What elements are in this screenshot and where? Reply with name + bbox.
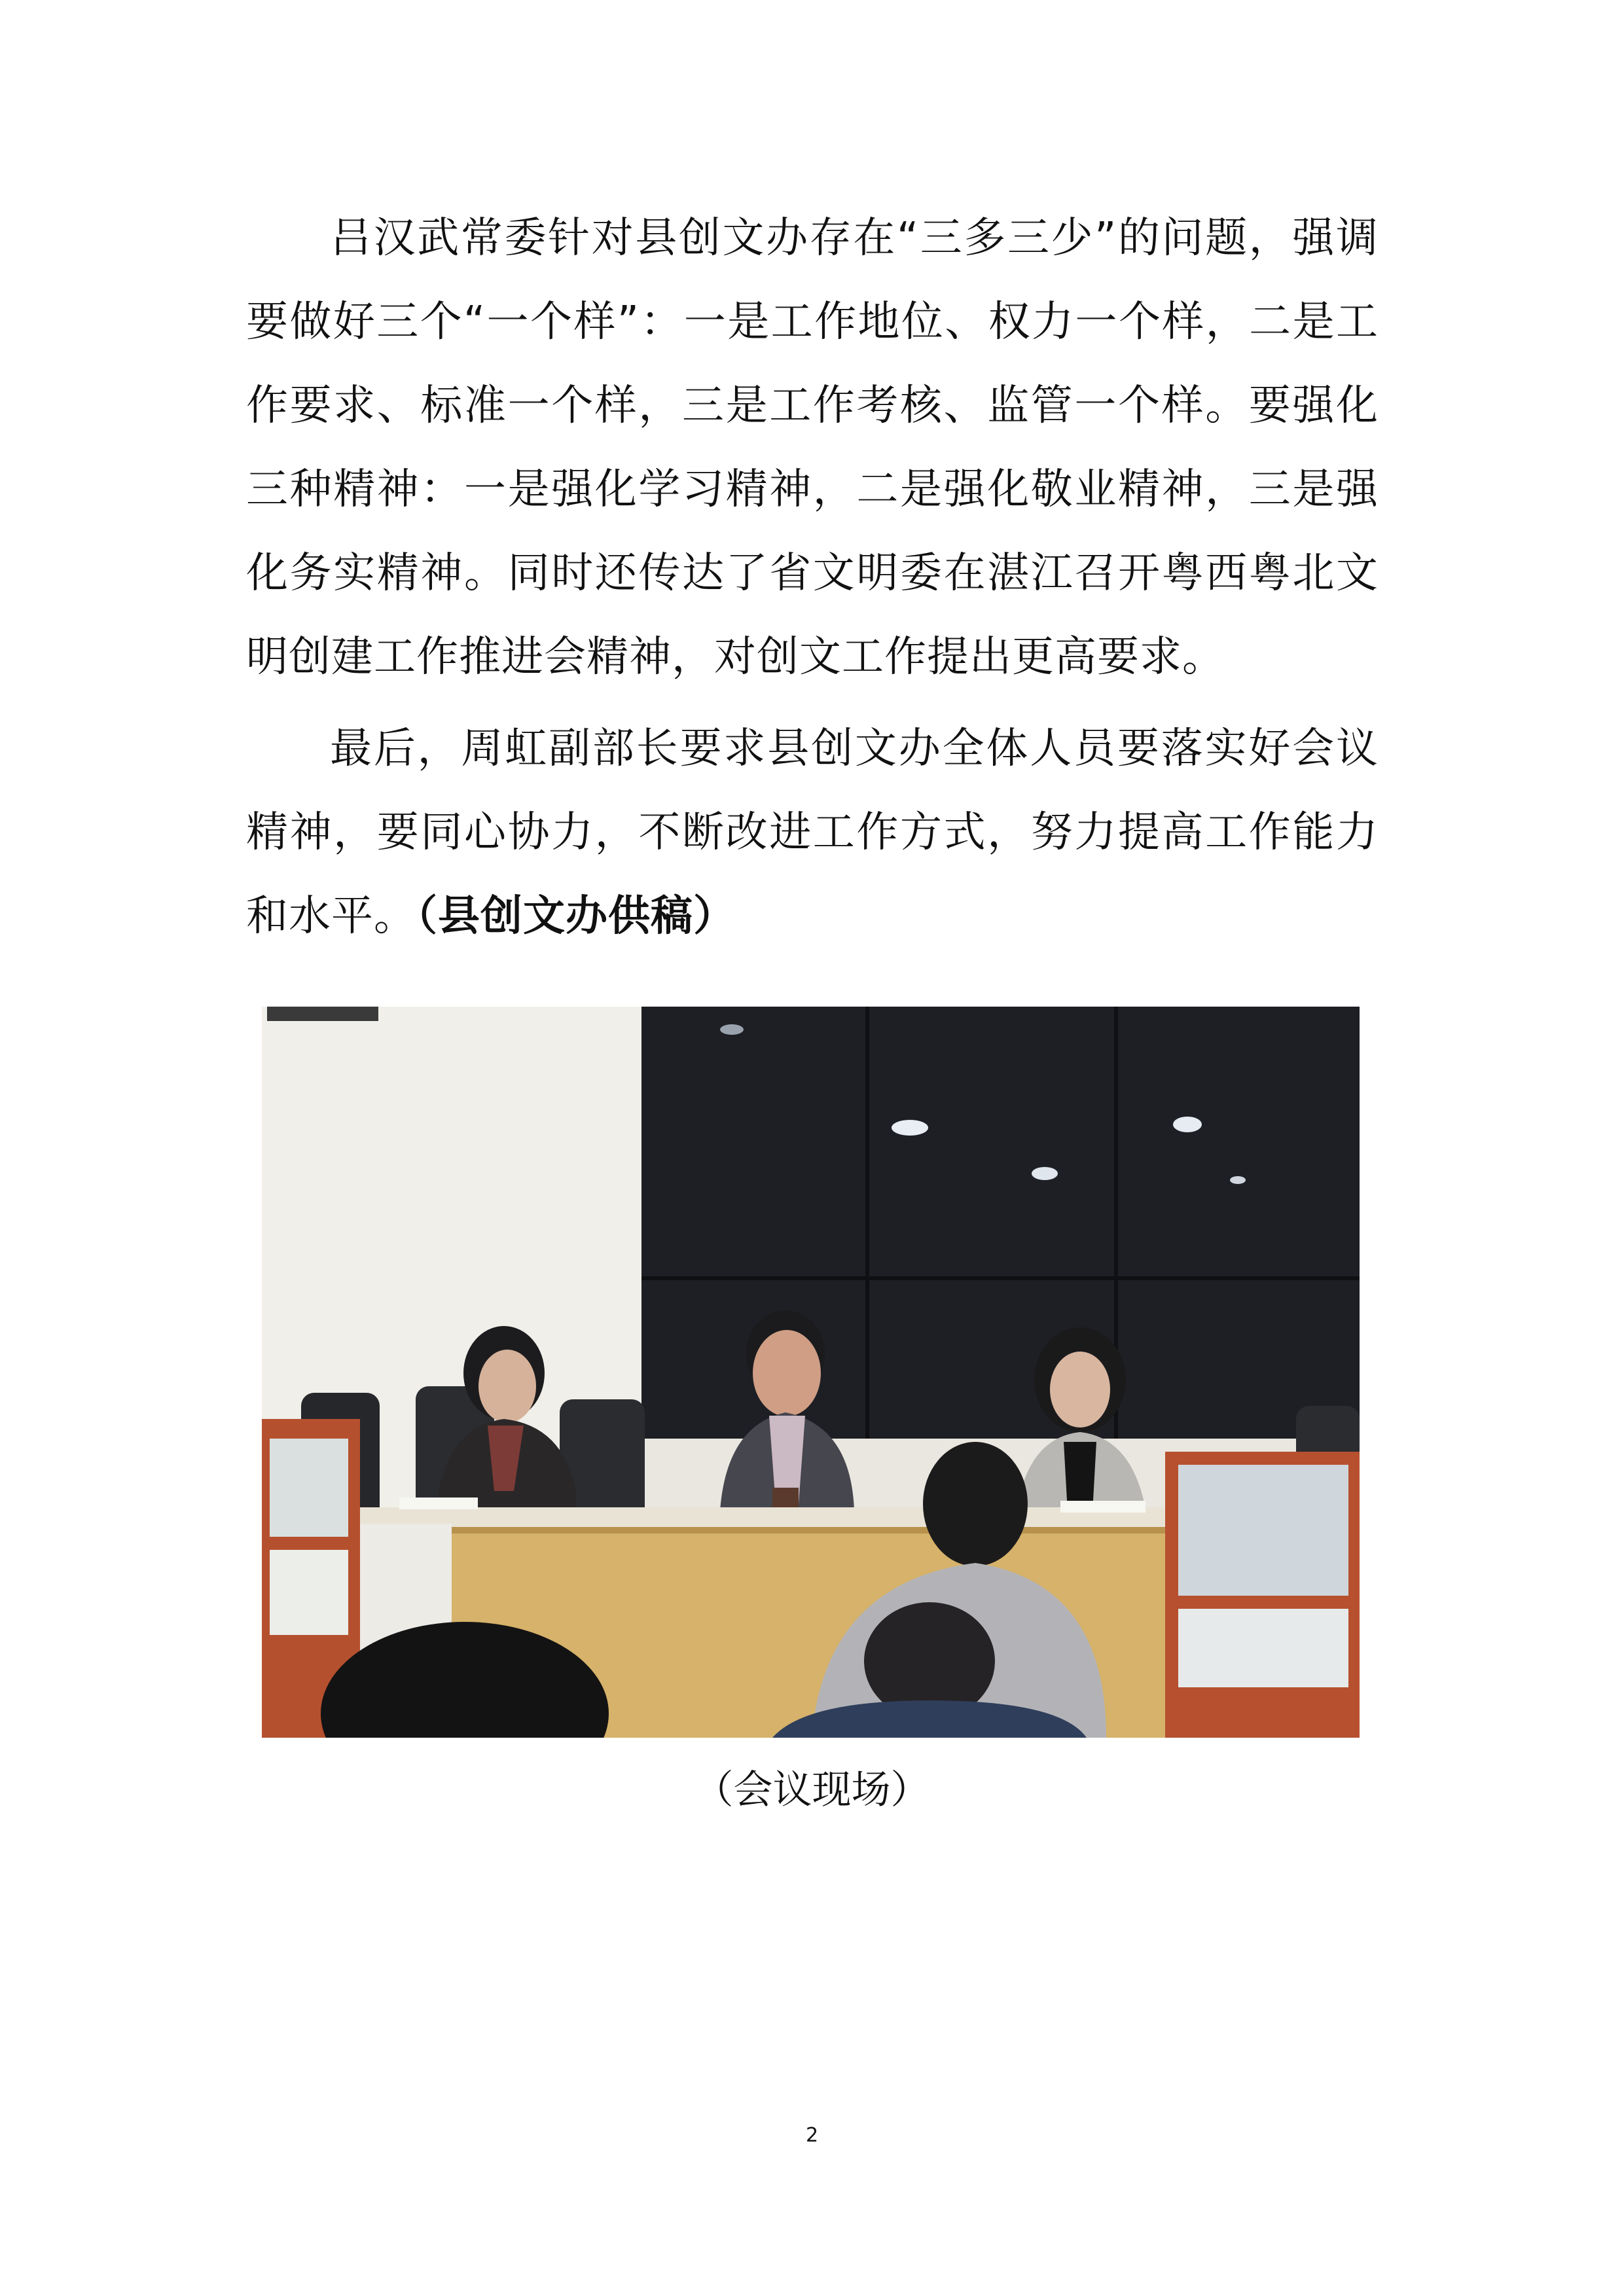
paragraph-text: 最后，周虹副部长要求县创文办全体人员要落实好会议精神，要同心协力，不断改进工作方式，努力提高工作能力和水平。 <box>246 725 1379 941</box>
meeting-photo <box>262 1007 1360 1738</box>
source-credit: （县创文办供稿） <box>416 892 736 941</box>
photo-caption: （会议现场） <box>694 1767 930 1813</box>
page-number: 2 <box>805 2124 819 2147</box>
body-paragraph <box>246 196 1379 699</box>
paragraph-text: 吕汉武常委针对县创文办存在“三多三少”的问题，强调要做好三个“一个样”：一是工作地位、权力一个样，二是工作要求、标准一个样，三是工作考核、监管一个样。要强化三种精神：一是强化学习精神，二是强化敬业精神，三是强化务实精神。同时还传达了省文明委在湛江召开粤西粤北文明创建工作推进会精神，对创文工作提出更高要求。 <box>246 214 1379 681</box>
body-paragraph <box>246 707 1379 958</box>
